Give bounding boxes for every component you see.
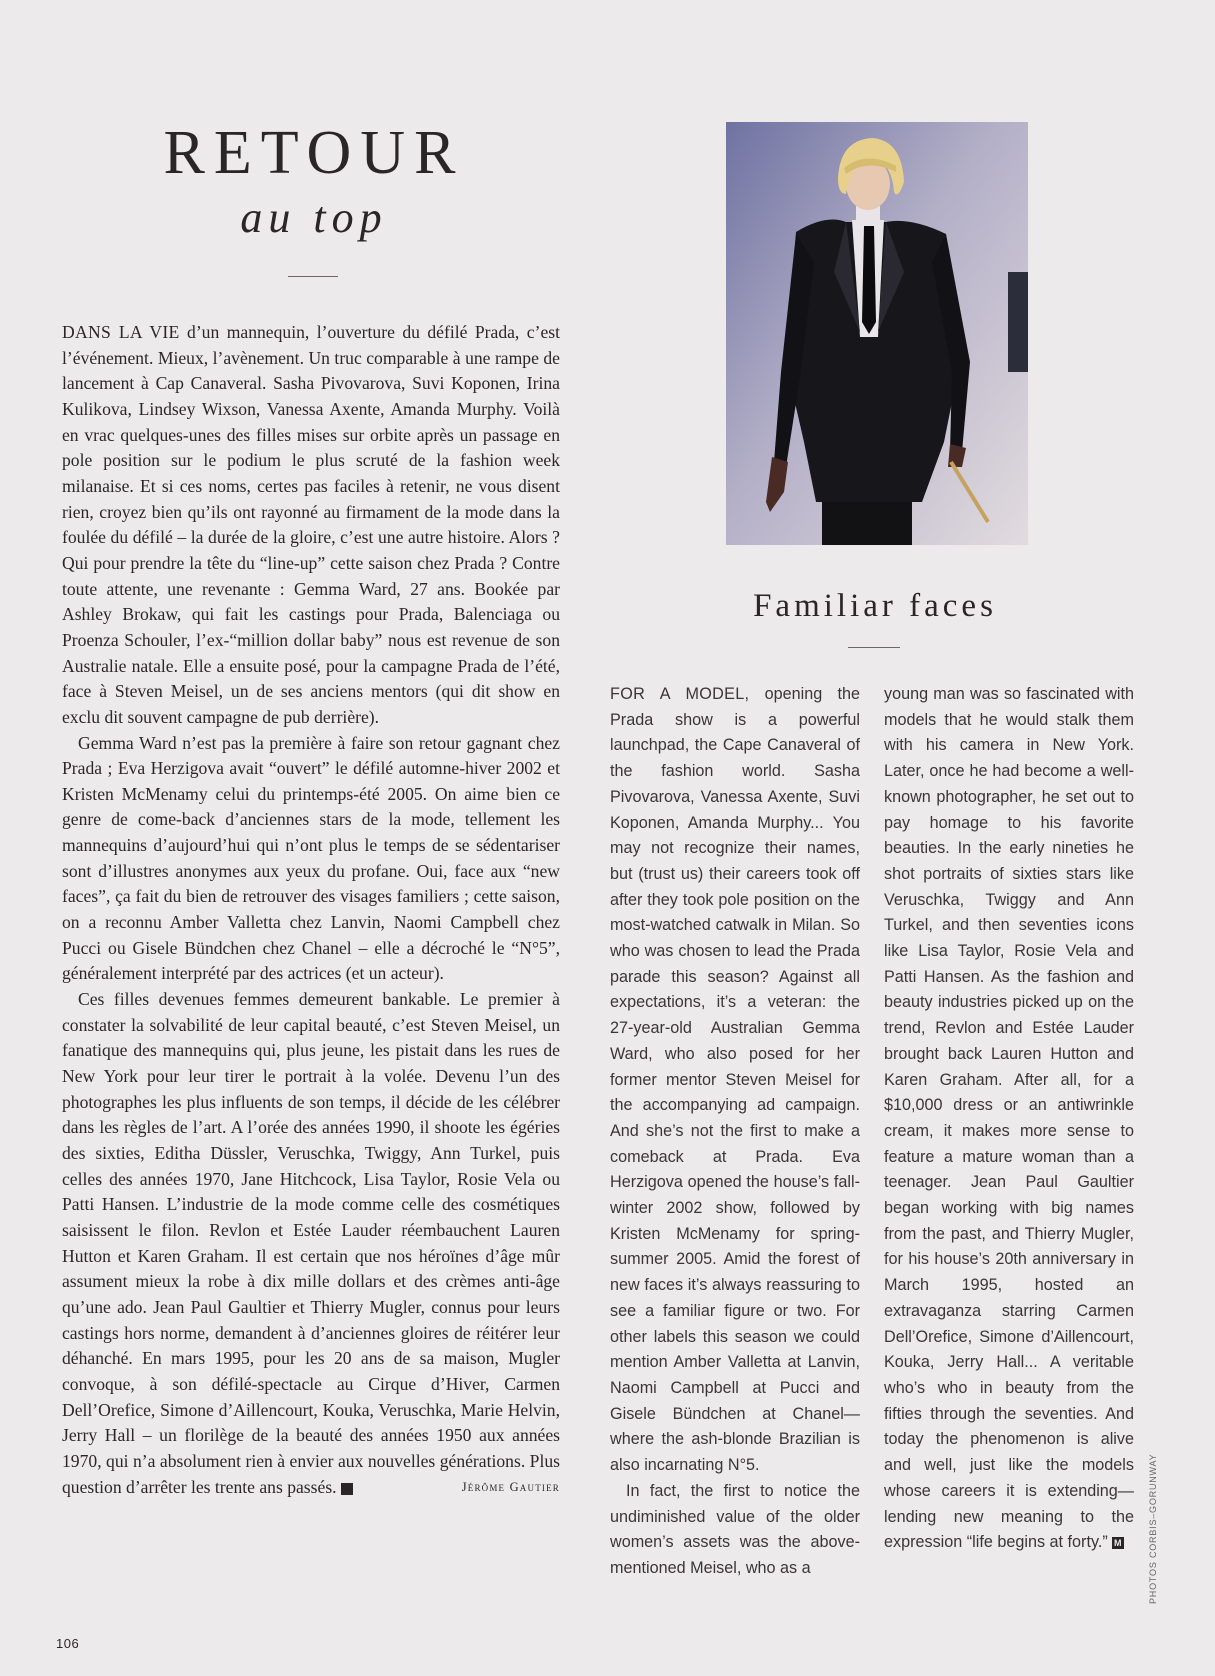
english-title-divider (848, 647, 900, 648)
english-paragraph-2-start: In fact, the first to notice the undiminished value of the older women’s assets was the above-mentioned Meisel, who as a (610, 1481, 860, 1577)
page-number: 106 (56, 1636, 80, 1651)
french-lead-caps: DANS LA VIE (62, 322, 180, 342)
english-lead-caps: FOR A MODEL, (610, 685, 750, 703)
runway-photo (726, 122, 1028, 545)
french-article (62, 320, 560, 1500)
english-paragraph-1-text: opening the Prada show is a powerful launchpad, the Cape Canaveral of the fashion world. Sasha Pivovarova, Vanessa Axente, Suvi Koponen, Amanda Murphy... You may not recognize their names, but (trust us) their careers took off after they took pole position on the most-watched catwalk in Milan. So who was chosen to lead the Prada parade this season? Against all expectations, it’s a veteran: the 27-year-old Australian Gemma Ward, who also posed for her former mentor Steven Meisel for the accompanying ad campaign. And she’s not the first to make a comeback at Prada. Eva Herzigova opened the house’s fall-winter 2002 show, followed by Kristen McMenamy for spring-summer 2005. Amid the forest of new faces it’s always reassuring to see a familiar figure or two. For other labels this season we could mention Amber Valletta at Lanvin, Naomi Campbell at Pucci and Gisele Bündchen at Chanel—where the ash-blonde Brazilian is also incarnating N°5. (610, 685, 860, 1475)
end-mark-icon: M (341, 1483, 353, 1495)
english-column-1 (610, 682, 860, 1582)
english-end-mark-icon: M (1112, 1537, 1124, 1549)
title-divider (288, 276, 338, 277)
french-paragraph-2: Gemma Ward n’est pas la première à faire son retour gagnant chez Prada ; Eva Herzigova avait “ouvert” le défilé automne-hiver 2002 et Kristen McMenamy celui du printemps-été 2005. On aime bien ce genre de come-back d’anciennes stars de la mode, tellement les mannequins d’aujourd’hui qui n’ont plus le temps de se sédentariser sont d’illustres anonymes aux yeux du profane. Oui, face aux “new faces”, ça fait du bien de retrouver des visages familiers ; cette saison, on a reconnu Amber Valletta chez Lanvin, Naomi Campbell chez Pucci ou Gisele Bündchen chez Chanel – elle a décroché le “N°5”, généralement interprété par des actrices (et un acteur). (62, 732, 560, 984)
french-subtitle: au top (240, 193, 388, 242)
byline: Jérôme Gautier (461, 1479, 560, 1494)
french-paragraph-1-text: d’un mannequin, l’ouverture du défilé Prada, c’est l’événement. Mieux, l’avènement. Un truc comparable à une rampe de lancement à Cap Canaveral. Sasha Pivovarova, Suvi Koponen, Irina Kulikova, Lindsey Wixson, Vanessa Axente, Amanda Murphy. Voilà en vrac quelques-unes des filles mises sur orbite après un passage en pole position sur le podium le plus scruté de la fashion week milanaise. Et si ces noms, certes pas faciles à retenir, ne vous disent rien, croyez bien qu’ils ont rayonné au firmament de la mode dans la foulée du défilé – la durée de la gloire, c’est une autre histoire. Alors ? Qui pour prendre la tête du “line-up” cette saison chez Prada ? Contre toute attente, une revenante : Gemma Ward, 27 ans. Bookée par Ashley Brokaw, qui fait les castings pour Prada, Balenciaga ou Proenza Schouler, l’ex-“million dollar baby” nous est revenue de son Australie natale. Elle a ensuite posé, pour la campagne Prada de l’été, face à Steven Meisel, un de ses anciens mentors (qui dit show en exclu dit souvent campagne de pub derrière). (62, 322, 560, 727)
photo-credit: PHOTOS CORBIS–GORUNWAY (1148, 1453, 1158, 1604)
english-column-2 (884, 682, 1134, 1556)
french-paragraph-1 (62, 320, 560, 731)
english-column-2-text: young man was so fascinated with models that he would stalk them with his camera in New York. Later, once he had become a well-known photographer, he set out to pay homage to his favorite beauties. In the early nineties he shot portraits of sixties stars like Veruschka, Twiggy and Ann Turkel, and then seventies icons like Lisa Taylor, Rosie Vela and Patti Hansen. As the fashion and beauty industries picked up on the trend, Revlon and Estée Lauder brought back Lauren Hutton and Karen Graham. After all, for a $10,000 dress or an antiwrinkle cream, it makes more sense to feature a mature woman than a teenager. Jean Paul Gaultier began working with big names from the past, and Thierry Mugler, for his house’s 20th anniversary in March 1995, hosted an extravaganza starring Carmen Dell’Orefice, Simone d’Aillencourt, Kouka, Jerry Hall... A veritable who’s who in beauty from the fifties through the seventies. And today the phenomenon is alive and well, just like the models whose careers it is extending—lending new meaning to the expression “life begins at forty.” (884, 685, 1134, 1552)
english-paragraph-1 (610, 682, 860, 1479)
model-in-suit-image (726, 122, 1028, 545)
french-paragraph-3 (62, 987, 560, 1500)
french-title: RETOUR (163, 119, 465, 187)
english-title: Familiar faces (753, 588, 997, 624)
french-paragraph-3-text: Ces filles devenues femmes demeurent bankable. Le premier à constater la solvabilité de leur capital beauté, c’est Steven Meisel, un fanatique des mannequins qui, plus jeune, les pistait dans les rues de New York pour leur tirer le portrait à la volée. Devenu l’un des photographes les plus influents de son temps, il décide de les célébrer dans les règles de l’art. A l’orée des années 1990, il shoote les égéries des sixties, Editha Düssler, Veruschka, Twiggy, Ann Turkel, puis celles des années 1970, Jane Hitchcock, Lisa Taylor, Rosie Vela ou Patti Hansen. L’industrie de la mode comme celle des cosmétiques saisissent le filon. Revlon et Estée Lauder réembauchent Lauren Hutton et Karen Graham. Il est certain que nos héroïnes d’âge mûr assument mieux la robe à dix mille dollars et des crèmes anti-âge qu’une ado. Jean Paul Gaultier et Thierry Mugler, connus pour leurs castings hors norme, demandent à d’anciennes gloires de réitérer leur déhanché. En mars 1995, pour les 20 ans de sa maison, Mugler convoque, à son défilé-spectacle au Cirque d’Hiver, Carmen Dell’Orefice, Simone d’Aillencourt, Kouka, Veruschka, Marie Helvin, Jerry Hall – un florilège de la beauté des années 1950 aux années 1970, qui n’a absolument rien à envier aux nouvelles générations. Plus question d’arrêter les trente ans passés. (62, 989, 560, 1497)
english-paragraph-2-continued (884, 682, 1134, 1556)
